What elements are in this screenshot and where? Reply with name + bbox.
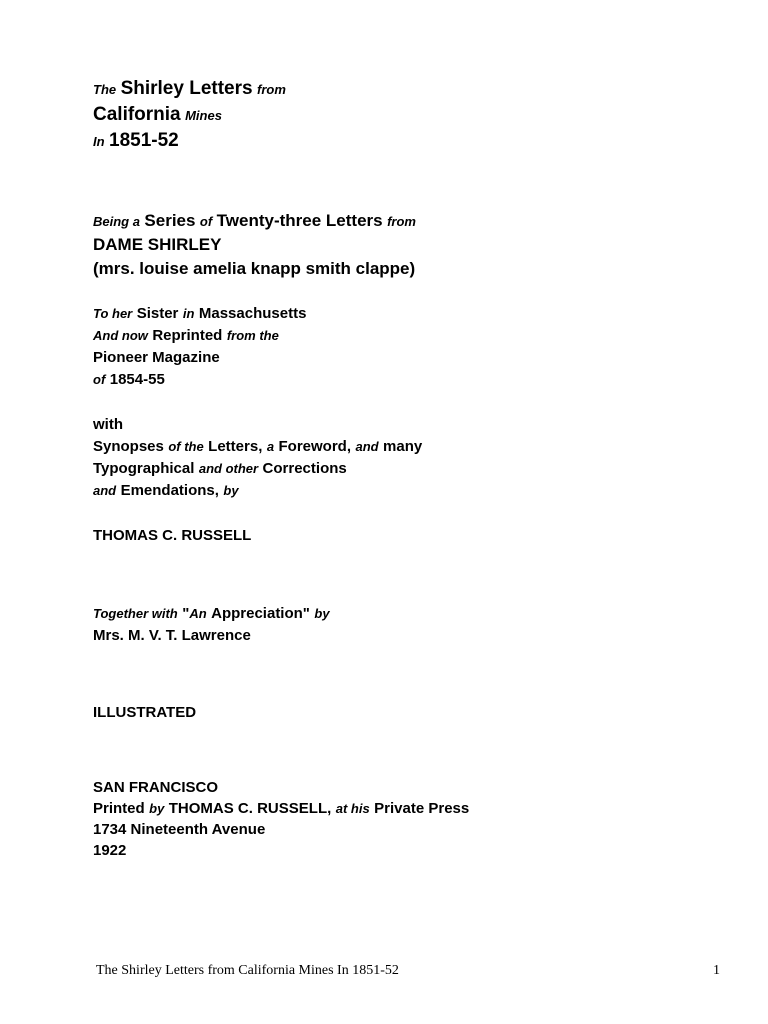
author-name: DAME SHIRLEY: [93, 235, 222, 254]
illustrated-label: ILLUSTRATED: [93, 704, 197, 721]
additions: [93, 417, 422, 505]
with-label: with: [93, 416, 123, 433]
subtitle: [93, 212, 416, 284]
editor-name: THOMAS C. RUSSELL: [93, 527, 252, 544]
publisher-line-2: Printed by THOMAS C. RUSSELL, at his Private Press: [93, 800, 470, 817]
provenance-line-1: To her Sister in Massachusetts: [93, 305, 307, 322]
publisher-city: SAN FRANCISCO: [93, 779, 219, 796]
magazine-name: Pioneer Magazine: [93, 349, 220, 366]
footer-title: The Shirley Letters from California Mines In 1851-52: [96, 963, 399, 978]
publisher-info: [93, 780, 469, 864]
provenance: [93, 306, 306, 394]
author-full-name: (mrs. louise amelia knapp smith clappe): [93, 259, 416, 278]
additions-line-4: and Emendations, by: [93, 482, 239, 499]
provenance-line-4: of 1854-55: [93, 371, 165, 388]
page-number: 1: [713, 963, 720, 978]
additions-line-3: Typographical and other Corrections: [93, 460, 347, 477]
additions-line-2: Synopses of the Letters, a Foreword, and many: [93, 438, 423, 455]
title-line-2: California Mines: [93, 104, 222, 125]
subtitle-line-1: Being a Series of Twenty-three Letters from: [93, 211, 416, 230]
title-line-3: In 1851-52: [93, 130, 179, 151]
title-line-1: The Shirley Letters from: [93, 78, 286, 99]
publication-year: 1922: [93, 842, 127, 859]
publisher-address: 1734 Nineteenth Avenue: [93, 821, 266, 838]
provenance-line-2: And now Reprinted from the: [93, 327, 279, 344]
appreciation: [93, 606, 330, 650]
appreciation-author: Mrs. M. V. T. Lawrence: [93, 627, 251, 644]
book-title: [93, 79, 286, 157]
appreciation-line-1: Together with "An Appreciation" by: [93, 605, 330, 622]
